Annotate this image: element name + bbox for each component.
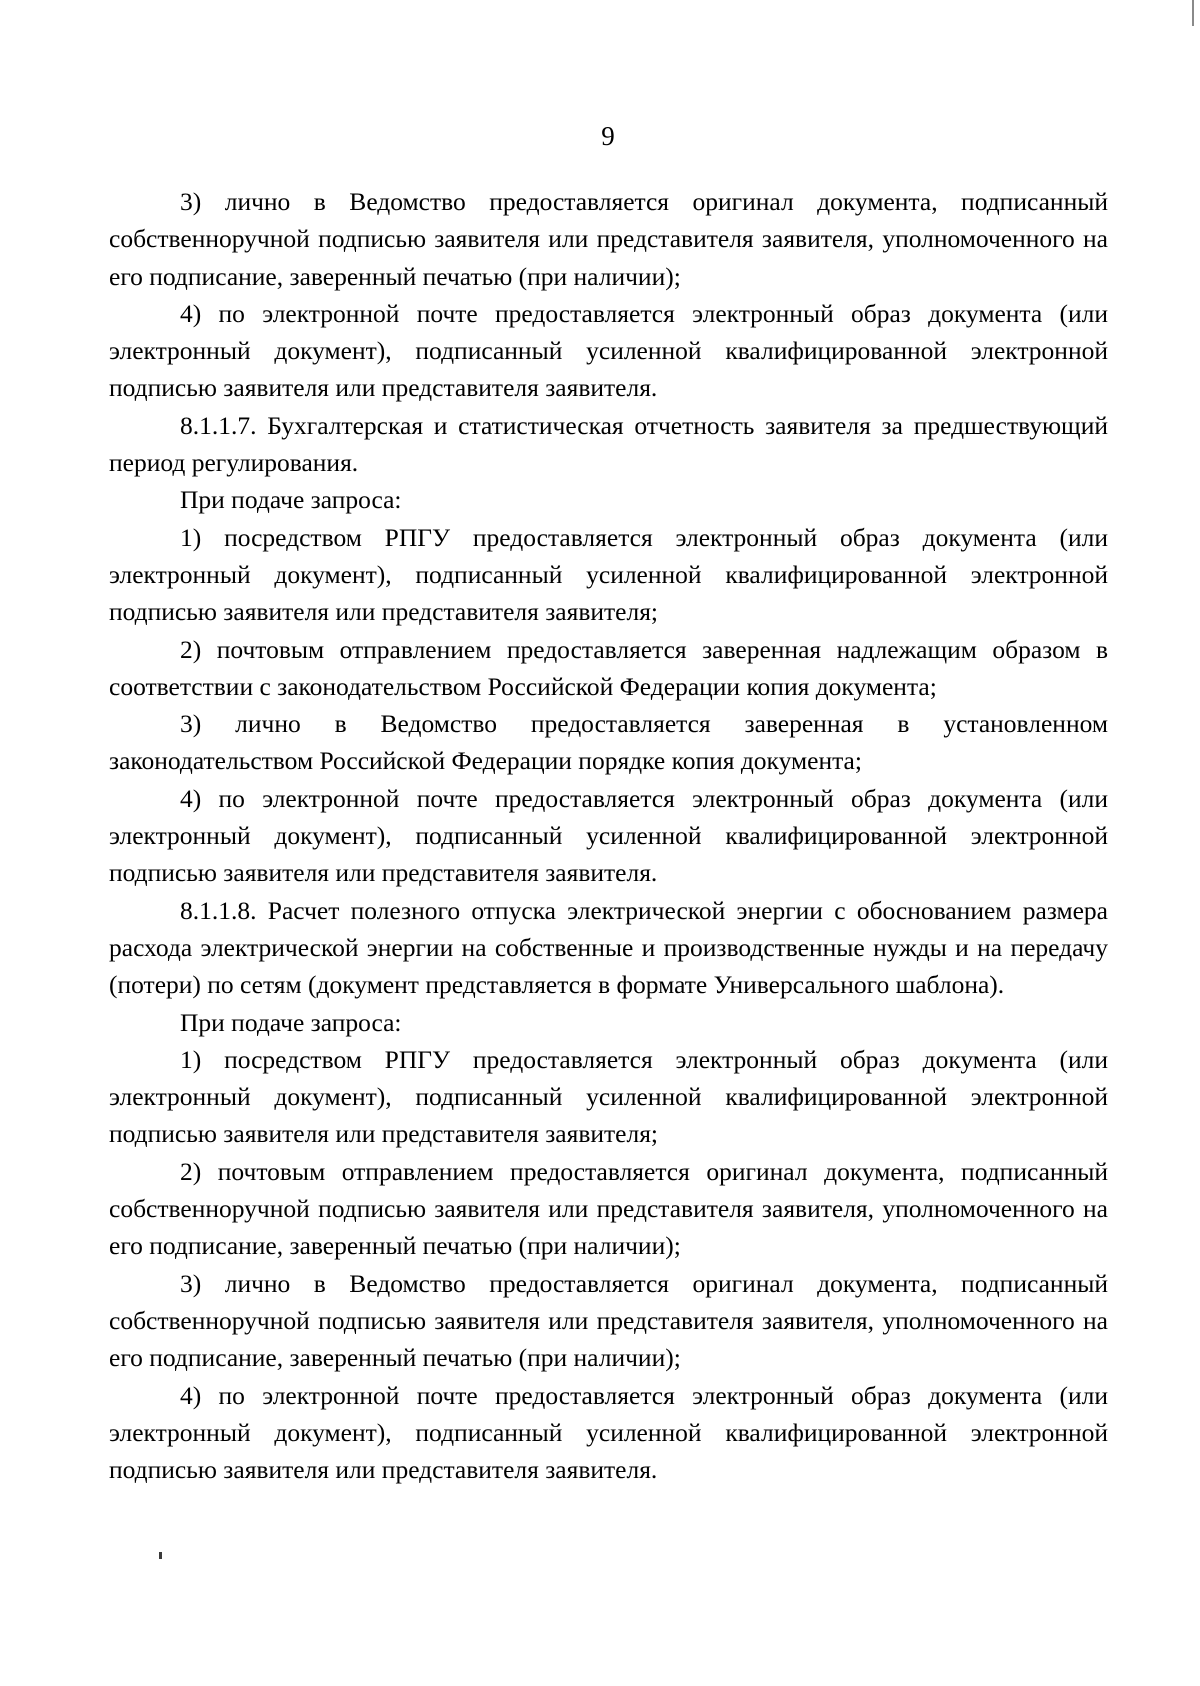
paragraph: 3) лично в Ведомство предоставляется оригинал документа, подписанный собственноручной подписью заявителя или представителя заявителя, уполномоченного на его подписание, заверенный печатью (при наличии); (109, 187, 1108, 291)
page-number: 9 (601, 121, 615, 151)
paragraph: 3) лично в Ведомство предоставляется заверенная в установленном законодательством Российской Федерации порядке копия документа; (109, 709, 1108, 776)
paragraph: 3) лично в Ведомство предоставляется оригинал документа, подписанный собственноручной подписью заявителя или представителя заявителя, уполномоченного на его подписание, заверенный печатью (при наличии); (109, 1268, 1108, 1373)
section-heading-8-1-1-8: 8.1.1.8. Расчет полезного отпуска электрической энергии с обоснованием размера расхода электрической энергии на собственные и производственные нужды и на передачу (потери) по сетям (документ представляется в формате Универсального шаблона). (109, 895, 1108, 1000)
document-body (109, 183, 1108, 1488)
paragraph: При подаче запроса: (180, 485, 402, 515)
paragraph: 1) посредством РПГУ предоставляется электронный образ документа (или электронный документ), подписанный усиленной квалифицированной электронной подписью заявителя или представителя заявителя; (109, 1044, 1108, 1149)
scan-edge-mark (1192, 0, 1194, 26)
paragraph: 4) по электронной почте предоставляется электронный образ документа (или электронный документ), подписанный усиленной квалифицированной электронной подписью заявителя или представителя заявителя. (109, 298, 1108, 403)
section-heading-8-1-1-7: 8.1.1.7. Бухгалтерская и статистическая отчетность заявителя за предшествующий период регулирования. (109, 410, 1108, 478)
paragraph: 2) почтовым отправлением предоставляется заверенная надлежащим образом в соответствии с законодательством Российской Федерации копия документа; (109, 634, 1108, 701)
paragraph: При подаче запроса: (180, 1007, 402, 1037)
paragraph: 2) почтовым отправлением предоставляется оригинал документа, подписанный собственноручной подписью заявителя или представителя заявителя, уполномоченного на его подписание, заверенный печатью (при наличии); (109, 1156, 1108, 1261)
scan-speck (159, 1552, 162, 1559)
paragraph: 4) по электронной почте предоставляется электронный образ документа (или электронный документ), подписанный усиленной квалифицированной электронной подписью заявителя или представителя заявителя. (109, 783, 1108, 888)
paragraph: 4) по электронной почте предоставляется электронный образ документа (или электронный документ), подписанный усиленной квалифицированной электронной подписью заявителя или представителя заявителя. (109, 1380, 1108, 1485)
paragraph: 1) посредством РПГУ предоставляется электронный образ документа (или электронный документ), подписанный усиленной квалифицированной электронной подписью заявителя или представителя заявителя; (109, 522, 1108, 627)
